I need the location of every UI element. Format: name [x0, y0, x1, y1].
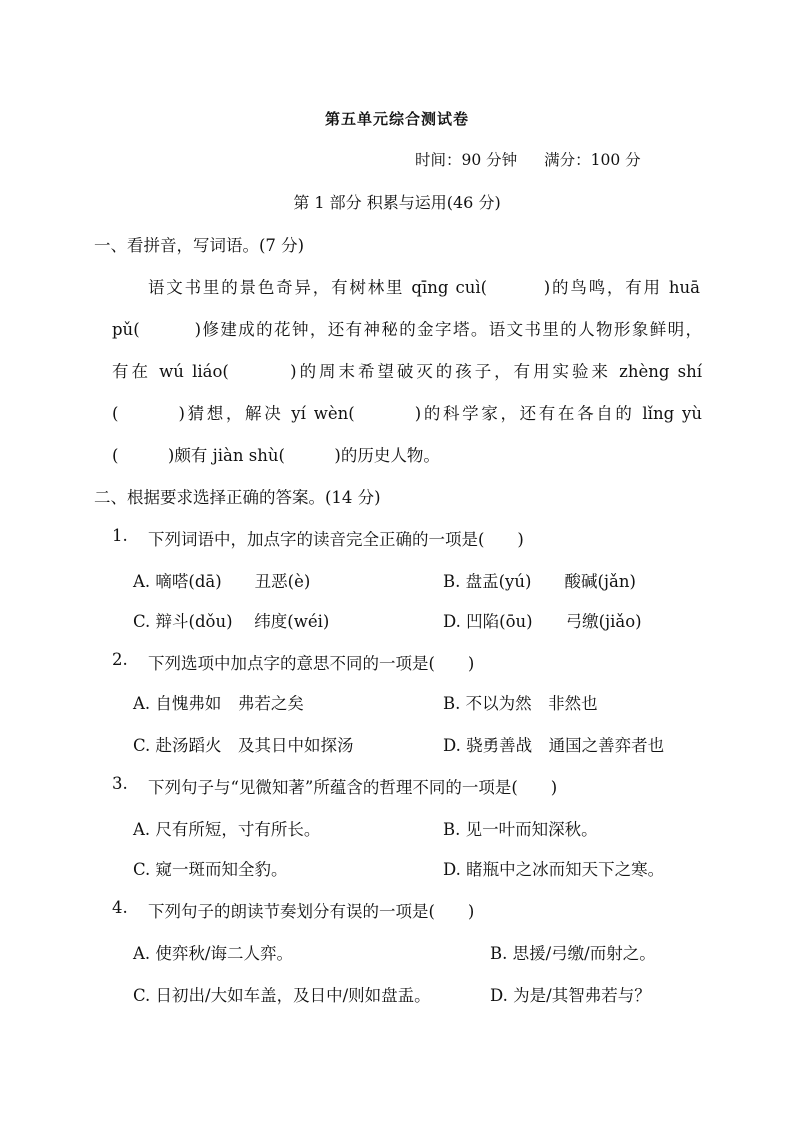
time-limit: 时间：90 分钟	[415, 151, 518, 169]
question-4-option-b[interactable]: B. 思援/弓缴/而射之。	[490, 944, 656, 963]
question-2-text: 下列选项中加点字的意思不同的一项是( )	[148, 654, 475, 673]
pinyin-line-4: ( )猜想，解决 yí wèn( )的科学家，还有在各自的 lǐng yù	[112, 404, 702, 423]
question-1-option-a[interactable]: A. 嘀嗒(dā) 丑恶(è)	[133, 572, 311, 591]
question-1-option-c[interactable]: C. 辩斗(dǒu) 纬度(wéi)	[133, 612, 330, 631]
question-2-option-b[interactable]: B. 不以为然 非然也	[443, 694, 598, 713]
question-3-option-d[interactable]: D. 睹瓶中之冰而知天下之寒。	[443, 860, 665, 879]
question-4-option-d[interactable]: D. 为是/其智弗若与？	[490, 986, 651, 1005]
question-3-number: 3.	[112, 774, 128, 793]
pinyin-line-3: 有在 wú liáo( )的周末希望破灭的孩子，有用实验来 zhèng shí	[112, 362, 702, 381]
question-2-option-c[interactable]: C. 赴汤蹈火 及其日中如探汤	[133, 736, 354, 755]
question-3-option-a[interactable]: A. 尺有所短，寸有所长。	[133, 820, 321, 839]
question-4-number: 4.	[112, 898, 128, 917]
part-heading: 第 1 部分 积累与运用(46 分)	[293, 193, 501, 212]
pinyin-line-2: pǔ( )修建成的花钟，还有神秘的金字塔。语文书里的人物形象鲜明，	[112, 320, 702, 339]
question-3-option-b[interactable]: B. 见一叶而知深秋。	[443, 820, 598, 839]
question-2-option-a[interactable]: A. 自愧弗如 弗若之矣	[133, 694, 304, 713]
full-score: 满分：100 分	[544, 151, 641, 169]
question-2-number: 2.	[112, 650, 128, 669]
pinyin-line-5: ( )颇有 jiàn shù( )的历史人物。	[112, 446, 440, 465]
question-1-number: 1.	[112, 526, 128, 545]
exam-title: 第五单元综合测试卷	[324, 110, 469, 128]
question-2-option-d[interactable]: D. 骁勇善战 通国之善弈者也	[443, 736, 665, 755]
section1-heading: 一、看拼音，写词语。(7 分)	[94, 236, 305, 255]
question-1-text: 下列词语中，加点字的读音完全正确的一项是( )	[148, 530, 524, 549]
question-4-option-a[interactable]: A. 使弈秋/诲二人弈。	[133, 944, 293, 963]
question-3-text: 下列句子与“见微知著”所蕴含的哲理不同的一项是( )	[148, 778, 558, 797]
question-3-option-c[interactable]: C. 窥一斑而知全豹。	[133, 860, 288, 879]
question-4-text: 下列句子的朗读节奏划分有误的一项是( )	[148, 902, 475, 921]
exam-meta	[415, 148, 641, 170]
question-4-option-c[interactable]: C. 日初出/大如车盖，及日中/则如盘盂。	[133, 986, 431, 1005]
section2-heading: 二、根据要求选择正确的答案。(14 分)	[94, 488, 381, 507]
pinyin-line-1: 语文书里的景色奇异，有树林里 qīng cuì( )的鸟鸣，有用 huā	[148, 278, 700, 297]
question-1-option-d[interactable]: D. 凹陷(ōu) 弓缴(jiǎo)	[443, 612, 642, 631]
question-1-option-b[interactable]: B. 盘盂(yú) 酸碱(jǎn)	[443, 572, 636, 591]
